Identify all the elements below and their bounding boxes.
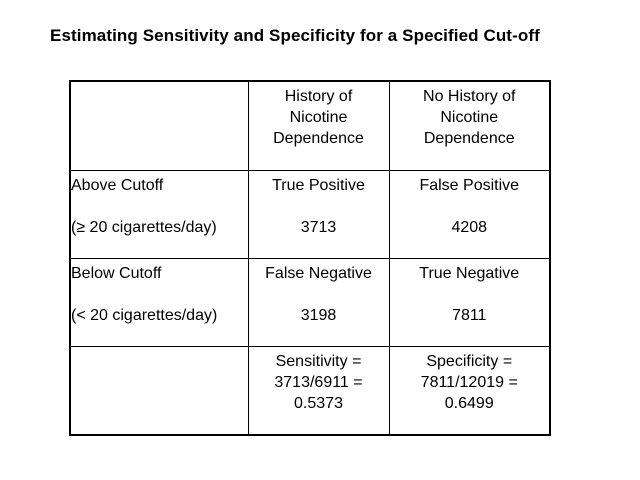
- sensitivity-cell: [248, 346, 389, 435]
- header-row: [70, 81, 550, 170]
- below-cutoff-label-cell: [70, 258, 248, 346]
- true-positive-value: 3713: [300, 218, 337, 236]
- below-cutoff-sublabel: (< 20 cigarettes/day): [71, 306, 218, 324]
- false-positive-value: 4208: [451, 218, 488, 236]
- below-cutoff-row: [70, 258, 550, 346]
- header-history-line-2: Nicotine: [289, 109, 348, 126]
- specificity-cell: [389, 346, 550, 435]
- false-negative-value: 3198: [300, 306, 337, 324]
- above-cutoff-sublabel: (≥ 20 cigarettes/day): [71, 218, 217, 236]
- slide-title: Estimating Sensitivity and Specificity for a Specified Cut-off: [50, 26, 540, 45]
- true-negative-value: 7811: [452, 306, 487, 324]
- above-cutoff-row: [70, 170, 550, 258]
- false-negative-cell: [248, 258, 389, 346]
- sensitivity-value: 0.5373: [294, 394, 343, 412]
- empty-summary-cell: [70, 346, 248, 435]
- sensitivity-line-1: Sensitivity =: [275, 352, 362, 370]
- header-history-cell: [248, 81, 389, 170]
- below-cutoff-label: Below Cutoff: [71, 264, 162, 282]
- false-negative-label: False Negative: [265, 264, 372, 282]
- header-no-history-line-2: Nicotine: [440, 109, 499, 126]
- true-negative-cell: [389, 258, 550, 346]
- above-cutoff-label: Above Cutoff: [71, 176, 164, 194]
- header-no-history-cell: [389, 81, 550, 170]
- sensitivity-line-2: 3713/6911 =: [274, 373, 363, 391]
- specificity-line-2: 7811/12019 =: [420, 373, 518, 391]
- header-history-line-1: History of: [284, 88, 353, 105]
- true-negative-label: True Negative: [419, 264, 520, 282]
- specificity-line-1: Specificity =: [426, 352, 513, 370]
- false-positive-cell: [389, 170, 550, 258]
- summary-row: [70, 346, 550, 435]
- true-positive-cell: [248, 170, 389, 258]
- header-no-history-line-3: Dependence: [423, 130, 515, 147]
- true-positive-label: True Positive: [272, 176, 365, 194]
- header-no-history-line-1: No History of: [423, 88, 516, 105]
- sensitivity-specificity-table: [69, 80, 551, 436]
- above-cutoff-label-cell: [70, 170, 248, 258]
- false-positive-label: False Positive: [419, 176, 520, 194]
- empty-corner-cell: [70, 81, 248, 170]
- header-history-line-3: Dependence: [273, 130, 364, 147]
- specificity-value: 0.6499: [444, 394, 494, 412]
